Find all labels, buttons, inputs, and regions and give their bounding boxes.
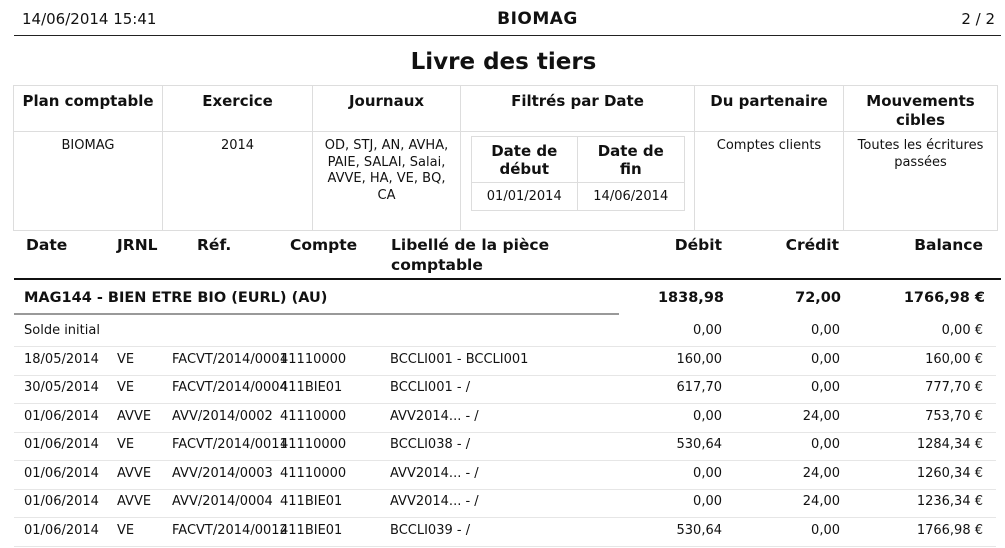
cell-credit: 24,00 [802,465,840,481]
header-plan-comptable: Plan comptable [14,86,163,132]
cell-jrnl: VE [117,380,135,395]
table-row [14,432,996,461]
cell-debit: 0,00 [693,408,722,424]
print-datetime: 14/06/2014 15:41 [22,10,157,28]
cell-credit: 0,00 [811,380,840,395]
cell-credit: 0,00 [811,351,840,367]
cell-libelle: AVV2014... - / [390,408,479,424]
table-row [14,404,996,433]
end-date-value: 14/06/2014 [578,183,685,211]
col-header-balance: Balance [914,236,983,254]
table-row [14,347,996,376]
value-date-filter [461,132,695,231]
cell-compte: 411BIE01 [280,494,343,509]
cell-balance: 753,70 € [925,408,983,424]
page-number: 2 / 2 [961,10,995,28]
report-title: Livre des tiers [410,49,597,75]
cell-date: Solde initial [24,323,100,338]
cell-date: 18/05/2014 [24,351,99,367]
cell-balance: 0,00 € [941,323,983,338]
cell-date: 01/06/2014 [24,465,99,481]
partner-group-credit: 72,00 [795,290,841,306]
cell-balance: 1260,34 € [916,465,983,481]
header-exercice: Exercice [163,86,313,132]
cell-credit: 0,00 [811,437,840,452]
cell-credit: 0,00 [811,522,840,538]
cell-jrnl: VE [117,351,135,367]
col-header-date: Date [26,236,68,254]
cell-debit: 0,00 [693,323,722,338]
cell-debit: 0,00 [693,494,722,509]
cell-jrnl: AVVE [117,408,152,424]
value-mouvements: Toutes les écritures passées [844,132,998,231]
cell-balance: 160,00 € [925,351,983,367]
header-divider [14,35,1001,36]
cell-balance: 777,70 € [925,380,983,395]
report-parameters-table [13,85,998,231]
table-row [14,518,996,547]
cell-date: 01/06/2014 [24,437,99,452]
cell-ref: AVV/2014/0003 [172,465,273,481]
value-partenaire: Comptes clients [695,132,844,231]
col-header-ref: Réf. [197,236,232,254]
cell-libelle: BCCLI001 - / [390,380,471,395]
company-name: BIOMAG [497,9,578,29]
value-plan-comptable: BIOMAG [14,132,163,231]
cell-libelle: AVV2014... - / [390,465,479,481]
col-header-debit: Débit [674,236,722,254]
header-journaux: Journaux [313,86,461,132]
start-date-label: Date de début [471,137,578,183]
cell-jrnl: AVVE [117,494,152,509]
header-filtres-date: Filtrés par Date [461,86,695,132]
cell-compte: 411BIE01 [280,522,343,538]
cell-ref: AVV/2014/0004 [172,494,273,509]
cell-balance: 1236,34 € [916,494,983,509]
date-range-table [471,136,685,211]
cell-date: 30/05/2014 [24,380,99,395]
cell-compte: 41110000 [280,465,347,481]
cell-debit: 0,00 [693,465,722,481]
end-date-label: Date de fin [578,137,685,183]
cell-debit: 617,70 [676,380,722,395]
value-journaux: OD, STJ, AN, AVHA, PAIE, SALAI, Salai, AVVE, HA, VE, BQ, CA [313,132,461,231]
cell-date: 01/06/2014 [24,522,99,538]
cell-debit: 160,00 [676,351,722,367]
cell-balance: 1284,34 € [916,437,983,452]
cell-libelle: BCCLI001 - BCCLI001 [390,351,529,367]
cell-jrnl: VE [117,522,135,538]
partner-group-name: MAG144 - BIEN ETRE BIO (EURL) (AU) [24,290,328,306]
table-row [14,375,996,404]
cell-debit: 530,64 [676,522,722,538]
cell-ref: FACVT/2014/0004 [172,380,288,395]
cell-compte: 41110000 [280,408,347,424]
cell-ref: FACVT/2014/0001 [172,351,288,367]
col-header-libelle: Libellé de la pièce comptable [391,236,550,274]
cell-libelle: AVV2014... - / [390,494,479,509]
cell-jrnl: VE [117,437,135,452]
start-date-value: 01/01/2014 [471,183,578,211]
col-header-jrnl: JRNL [117,236,158,254]
partner-group-debit: 1838,98 [657,290,724,306]
cell-date: 01/06/2014 [24,494,99,509]
cell-credit: 24,00 [802,494,840,509]
cell-ref: FACVT/2014/0011 [172,437,288,452]
cell-credit: 24,00 [802,408,840,424]
cell-compte: 41110000 [280,351,347,367]
table-row [14,461,996,490]
cell-jrnl: AVVE [117,465,152,481]
cell-libelle: BCCLI039 - / [390,522,471,538]
table-row [14,489,996,518]
cell-libelle: BCCLI038 - / [390,437,471,452]
cell-debit: 530,64 [676,437,722,452]
col-header-compte: Compte [290,236,358,254]
partner-group-balance: 1766,98 € [903,290,985,306]
partner-group-divider [14,313,619,315]
header-mouvements: Mouvements cibles [844,86,998,132]
initial-balance-row [14,318,996,347]
cell-compte: 411BIE01 [280,380,343,395]
cell-compte: 41110000 [280,437,347,452]
value-exercice: 2014 [163,132,313,231]
cell-credit: 0,00 [811,323,840,338]
table-header-divider [14,278,1001,280]
col-header-credit: Crédit [785,236,839,254]
cell-ref: FACVT/2014/0012 [172,522,288,538]
header-partenaire: Du partenaire [695,86,844,132]
cell-ref: AVV/2014/0002 [172,408,273,424]
cell-balance: 1766,98 € [916,522,983,538]
cell-date: 01/06/2014 [24,408,99,424]
